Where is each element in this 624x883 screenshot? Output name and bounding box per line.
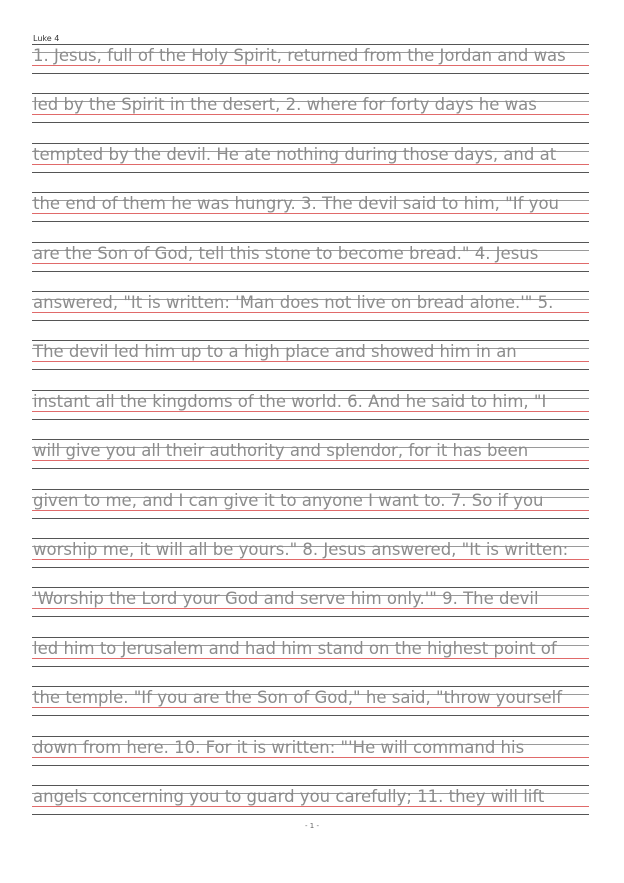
chapter-heading: Luke 4 [33,34,60,43]
guide-line [32,616,589,617]
guide-line [32,468,589,469]
practice-row [32,439,589,469]
practice-row [32,340,589,370]
practice-row [32,291,589,321]
practice-row [32,587,589,617]
guide-line [32,320,589,321]
tracing-text-line: answered, "It is written: 'Man does not live on bread alone.'" 5. [33,293,554,312]
practice-row [32,143,589,173]
practice-row [32,736,589,766]
handwriting-practice-area [32,0,589,883]
practice-row [32,785,589,815]
practice-row [32,93,589,123]
practice-row [32,44,589,74]
tracing-text-line: worship me, it will all be yours." 8. Jesus answered, "It is written: [33,540,569,559]
page-number: - 1 - [305,822,319,830]
tracing-text-line: instant all the kingdoms of the world. 6. And he said to him, "I [33,391,547,411]
guide-line [32,419,589,420]
tracing-text-line: The devil led him up to a high place and showed him in an [33,342,517,362]
guide-line [32,369,589,370]
tracing-text-line: tempted by the devil. He ate nothing during those days, and at [33,144,557,164]
guide-line [32,221,589,222]
practice-row [32,242,589,272]
practice-row [32,192,589,222]
practice-row [32,489,589,519]
guide-line [32,122,589,123]
guide-line [32,567,589,568]
tracing-text-line: 'Worship the Lord your God and serve him only.'" 9. The devil [33,589,539,609]
guide-line [32,518,589,519]
guide-line [32,814,589,815]
tracing-text-line: are the Son of God, tell this stone to become bread." 4. Jesus [33,243,539,263]
tracing-text-line: given to me, and I can give it to anyone I want to. 7. So if you [33,490,544,510]
guide-line [32,271,589,272]
guide-line [32,765,589,766]
practice-row [32,390,589,420]
practice-row [32,686,589,716]
guide-line [32,666,589,667]
guide-line [32,73,589,74]
practice-row [32,637,589,667]
guide-line [32,715,589,716]
tracing-text-line: the temple. "If you are the Son of God," he said, "throw yourself [33,688,563,708]
tracing-text-line: the end of them he was hungry. 3. The devil said to him, "If you [33,194,560,214]
tracing-text-line: will give you all their authority and splendor, for it has been [33,441,529,461]
practice-row [32,538,589,568]
tracing-text-line: down from here. 10. For it is written: "'He will command his [33,737,525,757]
tracing-text-line: led him to Jerusalem and had him stand on the highest point of [33,638,557,658]
guide-line [32,172,589,173]
tracing-text-line: angels concerning you to guard you carefully; 11. they will lift [33,787,545,806]
tracing-text-line: 1. Jesus, full of the Holy Spirit, returned from the Jordan and was [33,46,566,65]
tracing-text-line: led by the Spirit in the desert, 2. where for forty days he was [33,95,537,115]
